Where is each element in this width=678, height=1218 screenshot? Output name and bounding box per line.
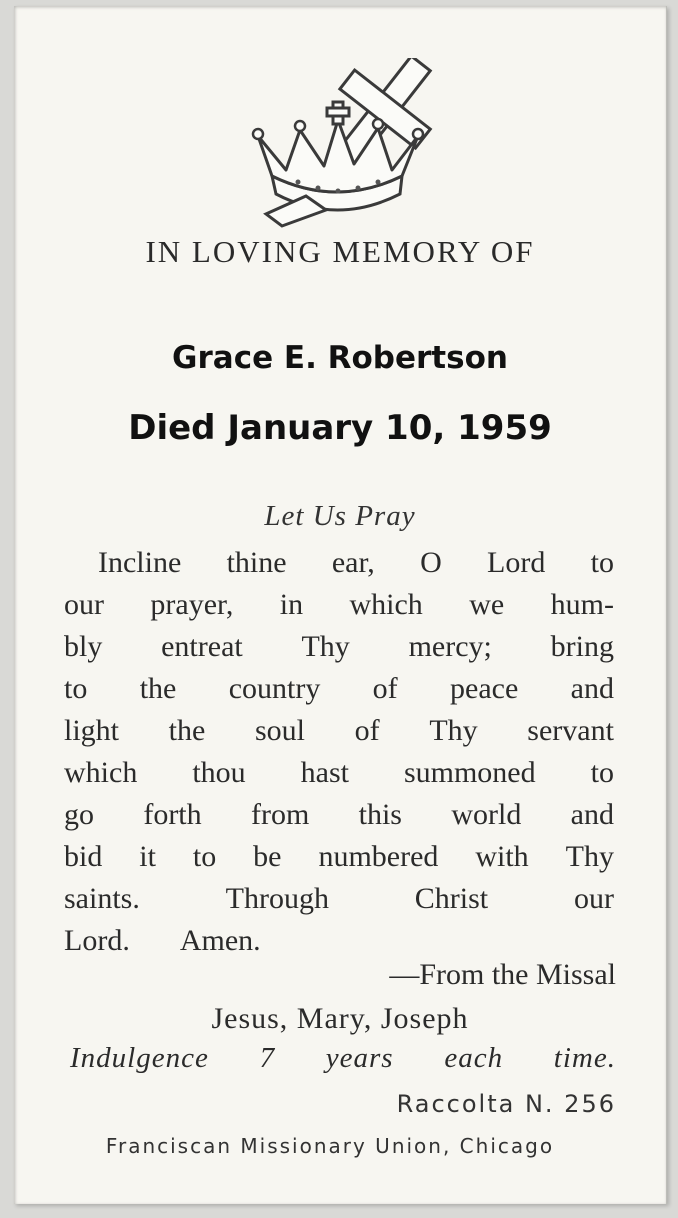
publisher: Franciscan Missionary Union, Chicago <box>105 1134 555 1158</box>
invocation: Jesus, Mary, Joseph <box>211 1002 469 1035</box>
prayer-title: Let Us Pray <box>264 500 416 532</box>
prayer-line: to the country of peace and <box>64 672 614 705</box>
raccolta-reference: Raccolta N. 256 <box>396 1090 616 1118</box>
prayer-line: bly entreat Thy mercy; bring <box>64 630 614 663</box>
death-date: Died January 10, 1959 <box>128 408 552 448</box>
prayer-line: bid it to be numbered with Thy <box>64 840 614 873</box>
indulgence-note: Indulgence 7 years each time. <box>70 1042 616 1074</box>
crown-and-cross-icon <box>242 58 442 228</box>
prayer-card <box>14 6 667 1204</box>
prayer-line: go forth from this world and <box>64 798 614 831</box>
prayer-text <box>64 542 614 962</box>
prayer-line: which thou hast summoned to <box>64 756 614 789</box>
prayer-source: —From the Missal <box>389 958 616 991</box>
memorial-heading: IN LOVING MEMORY OF <box>145 234 535 269</box>
prayer-line: our prayer, in which we hum- <box>64 588 614 621</box>
deceased-name: Grace E. Robertson <box>172 340 508 376</box>
prayer-line: Lord. Amen. <box>64 924 261 957</box>
prayer-line: light the soul of Thy servant <box>64 714 614 747</box>
prayer-line: saints. Through Christ our <box>64 882 614 915</box>
prayer-line: Incline thine ear, O Lord to <box>98 546 614 579</box>
